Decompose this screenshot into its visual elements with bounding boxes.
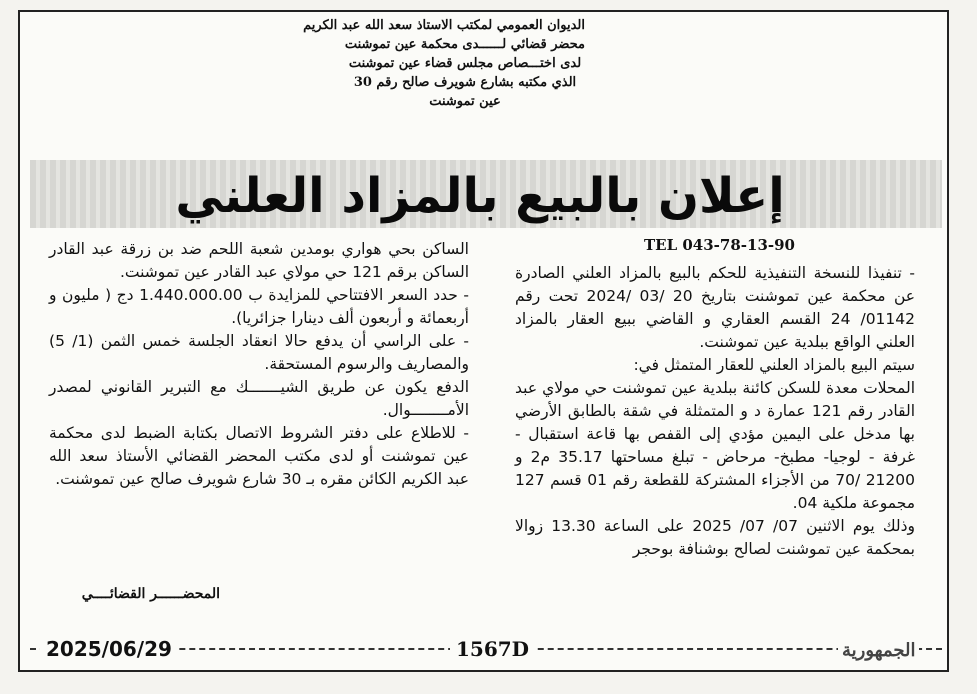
paragraph: - على الراسي أن يدفع حالا انعقاد الجلسة خمس الثمن (1/ 5) والمصاريف والرسوم المستحقة. [49, 332, 469, 373]
paragraph: سيتم البيع بالمزاد العلني للعقار المتمثل في: [633, 356, 915, 374]
paragraph: وذلك يوم الاثنين 07/ 07/ 2025 على الساعة 13.30 زوالا بمحكمة عين تموشنت لصالح بوشنافة بوحجر [515, 517, 916, 558]
telephone-number: TEL 043-78-13-90 [644, 236, 795, 254]
office-header [303, 16, 585, 111]
left-column [49, 238, 469, 491]
paragraph: الدفع يكون عن طريق الشيـــــــك مع التبرير القانوني لمصدر الأمــــــــوال. [49, 378, 469, 419]
signature: المحضــــــر القضائــــي [81, 586, 220, 602]
header-line: الذي مكتبه بشارع شويرف صالح رقم 30 [353, 75, 577, 90]
right-column [515, 262, 915, 561]
paragraph: - للاطلاع على دفتر الشروط الاتصال بكتابة الضبط لدى محكمة عين تموشنت أو لدى مكتب المحضر القضائي الأستاذ سعد الله عبد الكريم الكائن مقره بـ 30 شارع شويرف صالح عين تموشنت. [49, 424, 469, 488]
paragraph: - حدد السعر الافتتاحي للمزايدة ب 1.440.000.00 دج ( مليون و أربعمائة و أربعون ألف دينارا جزائريا). [49, 286, 469, 327]
newspaper-logo: الجمهورية [838, 640, 919, 661]
publication-date: 2025/06/29 [40, 638, 178, 660]
header-line: محضر قضائي لــــــدى محكمة عين تموشنت [344, 37, 585, 52]
page-title: إعلان بالبيع بالمزاد العلني [175, 168, 785, 224]
ad-code: 1567D [450, 638, 535, 660]
paragraph: الساكن بحي هواري بومدين شعبة اللحم ضد بن زرقة عبد القادر الساكن برقم 121 حي مولاي عبد القادر عين تموشنت. [49, 240, 469, 281]
paragraph: - تنفيذا للنسخة التنفيذية للحكم بالبيع بالمزاد العلني الصادرة عن محكمة عين تموشنت بتاريخ 20 /03 /2024 تحت رقم 01142/ 24 القسم العقاري و القاضي ببيع العقار بالمزاد العلني الواقع ببلدية عين تموشنت. [515, 264, 916, 351]
header-line: الديوان العمومي لمكتب الاستاذ سعد الله عبد الكريم [303, 18, 585, 33]
header-line: عين تموشنت [429, 94, 501, 109]
header-line: لدى اختـــصاص مجلس قضاء عين تموشنت [348, 56, 582, 71]
paragraph: المحلات معدة للسكن كائنة ببلدية عين تموشنت حي مولاي عبد القادر رقم 121 عمارة د و المتمثلة في شقة بالطابق الأرضي بها مدخل على اليمين مؤدي إلى القفص بها قاعة استقبال - غرفة - لوجيا- مطبخ- مرحاض - تبلغ مساحتها 35.17 م2 و 21200 /70 من الأجزاء المشتركة للقطعة رقم 01 قسم 127 مجموعة ملكية 04. [515, 379, 915, 512]
